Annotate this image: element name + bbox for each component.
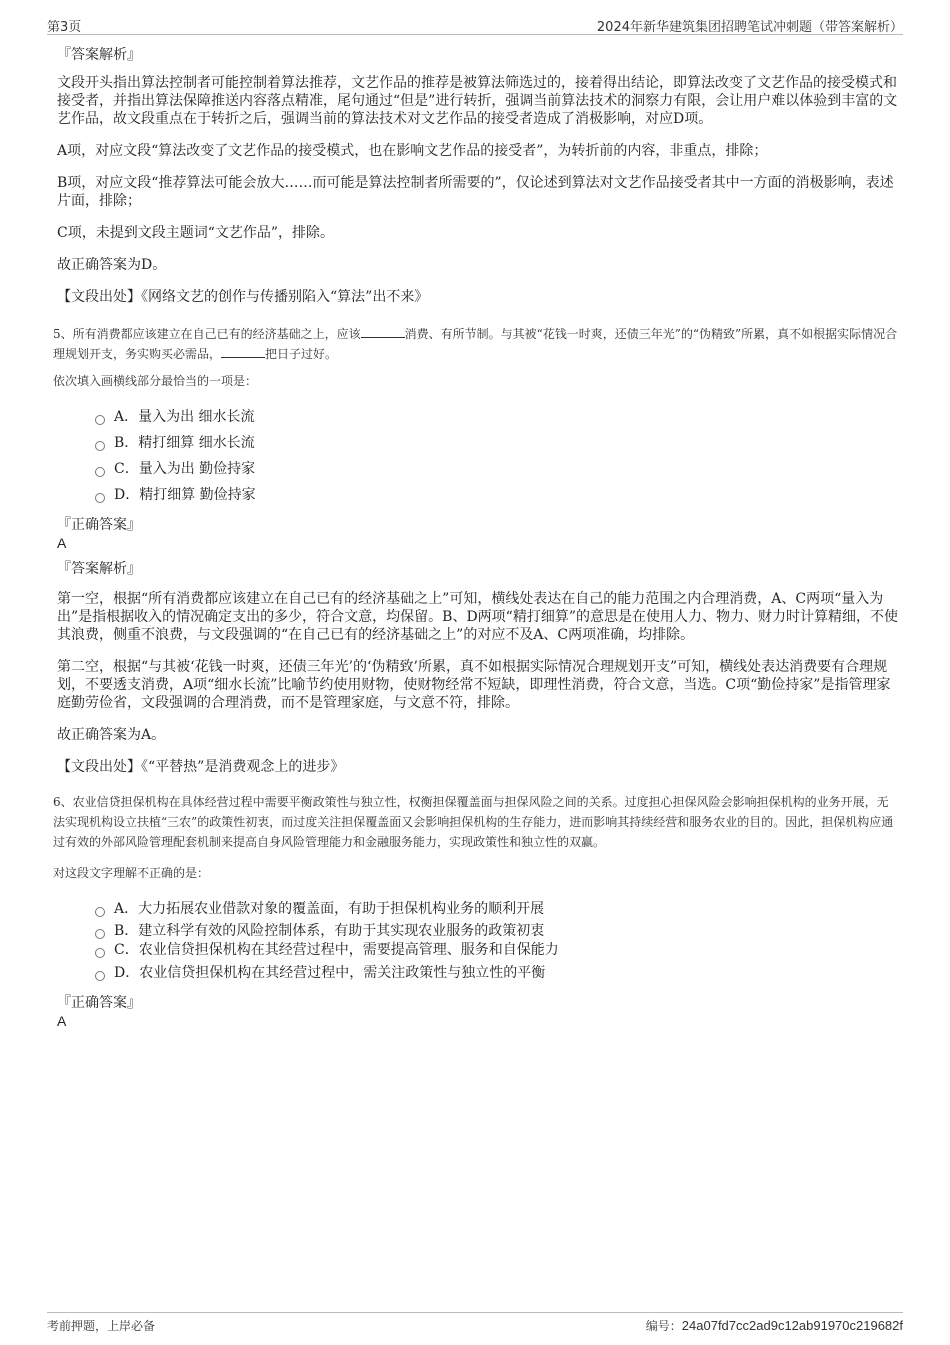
q5-options bbox=[95, 404, 898, 508]
q5-analysis-heading: 『答案解析』 bbox=[57, 561, 141, 577]
q6-option-b[interactable]: B．建立科学有效的风险控制体系，有助于其实现农业服务的政策初衷 bbox=[95, 922, 898, 940]
radio-icon[interactable] bbox=[95, 467, 105, 477]
q4-analysis-paragraph: 文段开头指出算法控制者可能控制着算法推荐，文艺作品的推荐是被算法筛选过的，接着得出结论，即算法改变了文艺作品的接受模式和接受者，并指出算法保障推送内容落点精准，尾句通过“但是”进行转折，强调当前算法技术的洞察力有限，会让用户难以体验到丰富的文艺作品，故文段重点在于转折之后，强调当前的算法技术对文艺作品的接受者造成了消极影响，对应D项。 bbox=[57, 75, 898, 127]
q5-option-b[interactable]: B．精打细算 细水长流 bbox=[95, 430, 898, 456]
q5-option-d[interactable]: D．精打细算 勤俭持家 bbox=[95, 482, 898, 508]
q5-answer: A bbox=[57, 535, 67, 551]
radio-icon[interactable] bbox=[95, 929, 105, 939]
q5-prompt: 依次填入画横线部分最恰当的一项是： bbox=[53, 374, 258, 388]
radio-icon[interactable] bbox=[95, 971, 105, 981]
q6-options bbox=[95, 896, 898, 986]
q4-analysis-paragraph: C项，未提到文段主题词“文艺作品”，排除。 bbox=[57, 225, 335, 241]
q4-analysis-paragraph: A项，对应文段“算法改变了文艺作品的接受模式，也在影响文艺作品的接受者”，为转折前的内容，非重点，排除； bbox=[57, 143, 768, 159]
q6-answer: A bbox=[57, 1013, 67, 1029]
radio-icon[interactable] bbox=[95, 948, 105, 958]
q5-answer-heading: 『正确答案』 bbox=[57, 517, 141, 533]
q6-answer-heading: 『正确答案』 bbox=[57, 995, 141, 1011]
q4-source: 【文段出处】《网络文艺的创作与传播别陷入“算法”出不来》 bbox=[57, 289, 429, 305]
footer-slogan: 考前押题，上岸必备 bbox=[47, 1319, 156, 1333]
q5-analysis-paragraph: 故正确答案为A。 bbox=[57, 727, 166, 743]
q5-stem: 5、所有消费都应该建立在自己已有的经济基础之上，应该 消费、有所节制。与其被“花钱一时爽，还债三年光”的“伪精致”所累，真不如根据实际情况合理规划开支，务实购买必需品， 把日子过好。 bbox=[53, 327, 898, 361]
q5-option-a[interactable]: A．量入为出 细水长流 bbox=[95, 404, 898, 430]
page-header bbox=[47, 14, 903, 35]
q6-prompt: 对这段文字理解不正确的是： bbox=[53, 866, 210, 880]
page-footer bbox=[47, 1312, 903, 1337]
q5-option-c[interactable]: C．量入为出 勤俭持家 bbox=[95, 456, 898, 482]
q4-analysis-heading: 『答案解析』 bbox=[57, 47, 141, 63]
fill-blank bbox=[361, 327, 405, 338]
document-code: 编号：24a07fd7cc2ad9c12ab91970c219682f bbox=[645, 1318, 903, 1333]
radio-icon[interactable] bbox=[95, 907, 105, 917]
page-number: 第3页 bbox=[47, 20, 82, 35]
q4-analysis-paragraph: B项，对应文段“推荐算法可能会放大……而可能是算法控制者所需要的”，仅论述到算法对文艺作品接受者其中一方面的消极影响，表述片面，排除； bbox=[57, 175, 894, 209]
fill-blank bbox=[221, 347, 265, 358]
q6-stem: 6、农业信贷担保机构在具体经营过程中需要平衡政策性与独立性，权衡担保覆盖面与担保风险之间的关系。过度担心担保风险会影响担保机构的业务开展，无法实现机构设立扶植“三农”的政策性初衷，而过度关注担保覆盖面又会影响担保机构的生存能力，进而影响其持续经营和服务农业的目的。因此，担保机构应通过有效的外部风险管理配套机制来提高自身风险管理能力和金融服务能力，实现政策性和独立性的双赢。 bbox=[53, 795, 894, 849]
q6-option-c[interactable]: C．农业信贷担保机构在其经营过程中，需要提高管理、服务和自保能力 bbox=[95, 940, 898, 960]
radio-icon[interactable] bbox=[95, 441, 105, 451]
q4-analysis-paragraph: 故正确答案为D。 bbox=[57, 257, 167, 273]
page-content bbox=[53, 46, 898, 1038]
q5-analysis-paragraph: 第二空，根据“与其被‘花钱一时爽，还债三年光’的‘伪精致’所累，真不如根据实际情况合理规划开支”可知，横线处表达消费要有合理规划，不要透支消费，A项“细水长流”比喻节约使用财物，使财物经常不短缺，即理性消费，符合文意，当选。C项“勤俭持家”是指管理家庭勤劳俭省，文段强调的合理消费，而不是管理家庭，与文意不符，排除。 bbox=[57, 659, 891, 711]
radio-icon[interactable] bbox=[95, 493, 105, 503]
document-title: 2024年新华建筑集团招聘笔试冲刺题（带答案解析） bbox=[596, 20, 903, 35]
q6-option-d[interactable]: D．农业信贷担保机构在其经营过程中，需关注政策性与独立性的平衡 bbox=[95, 960, 898, 986]
q6-option-a[interactable]: A．大力拓展农业借款对象的覆盖面，有助于担保机构业务的顺利开展 bbox=[95, 896, 898, 922]
radio-icon[interactable] bbox=[95, 415, 105, 425]
q5-source: 【文段出处】《“平替热”是消费观念上的进步》 bbox=[57, 759, 345, 775]
q5-analysis-paragraph: 第一空，根据“所有消费都应该建立在自己已有的经济基础之上”可知，横线处表达在自己的能力范围之内合理消费，A、C两项“量入为出”是指根据收入的情况确定支出的多少，符合文意，均保留。B、D两项“精打细算”的意思是在使用人力、物力、财力时计算精细，不使其浪费，侧重不浪费，与文段强调的“在自己已有的经济基础之上”的对应不及A、C两项准确，均排除。 bbox=[57, 591, 898, 643]
